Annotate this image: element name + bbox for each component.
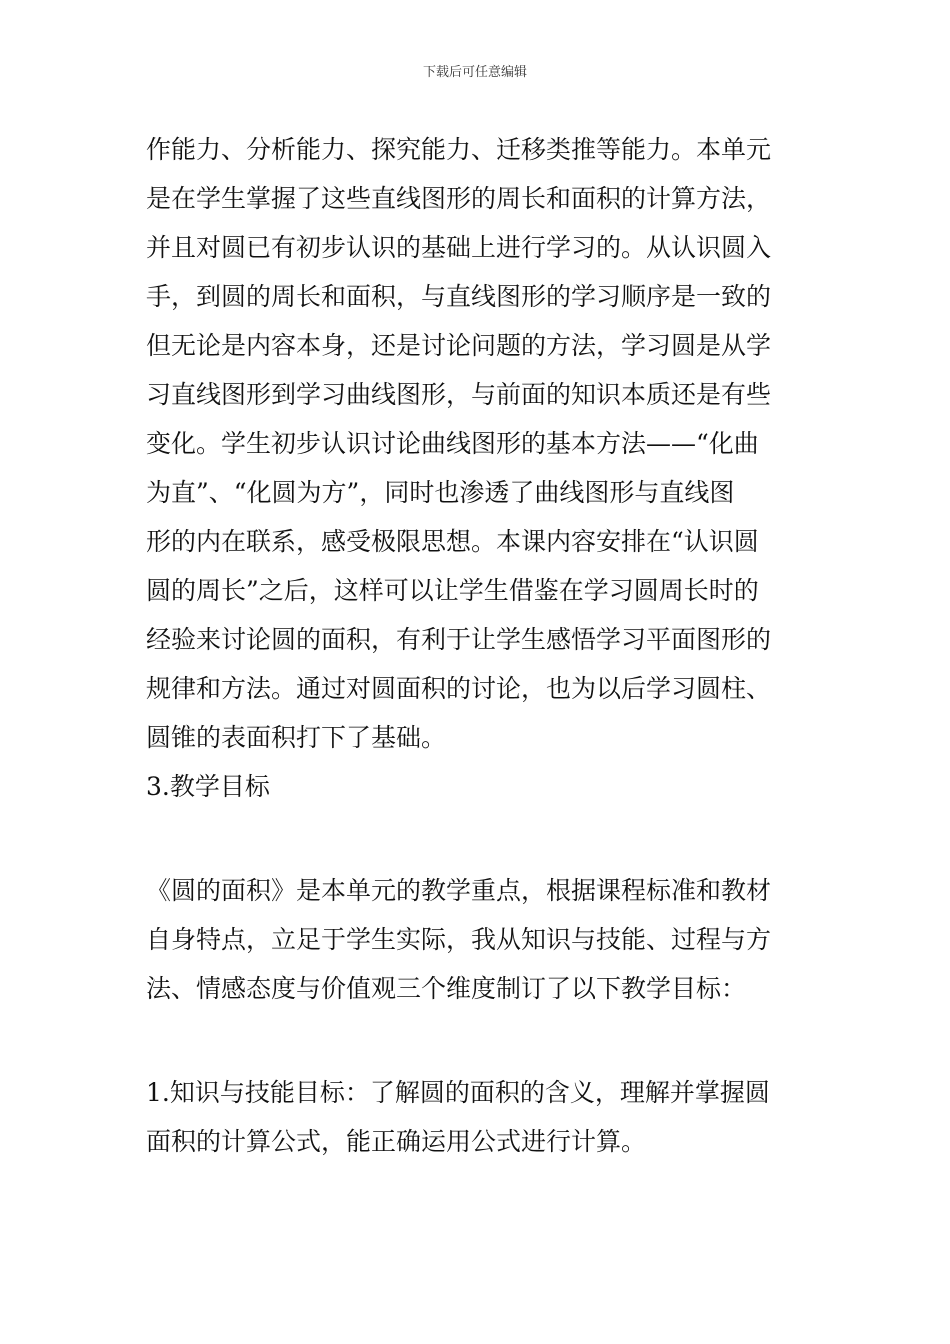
- text-line: 是在学生掌握了这些直线图形的周长和面积的计算方法，: [146, 184, 772, 213]
- paragraph-unit-analysis: [146, 125, 806, 762]
- text-line: 经验来讨论圆的面积，有利于让学生感悟学习平面图形的: [146, 625, 772, 654]
- text-line: 面积的计算公式，能正确运用公式进行计算。: [146, 1127, 647, 1156]
- page-header: 下载后可任意编辑: [422, 65, 527, 80]
- text-line: 为直”、“化圆为方”，同时也渗透了曲线图形与直线图: [146, 478, 735, 507]
- text-line: 但无论是内容本身，还是讨论问题的方法，学习圆是从学: [146, 331, 772, 360]
- paragraph-teaching-goals-intro: [146, 866, 806, 1013]
- text-line: 法、情感态度与价值观三个维度制订了以下教学目标：: [146, 974, 747, 1003]
- section-heading: 3.教学目标: [146, 772, 270, 801]
- text-line: 形的内在联系，感受极限思想。本课内容安排在“认识圆: [146, 527, 759, 556]
- text-line: 1.知识与技能目标：了解圆的面积的含义，理解并掌握圆: [146, 1078, 770, 1107]
- text-line: 《圆的面积》是本单元的教学重点，根据课程标准和教材: [146, 876, 772, 905]
- paragraph-knowledge-skill-goal: [146, 1068, 806, 1166]
- text-line: 圆的周长”之后，这样可以让学生借鉴在学习圆周长时的: [146, 576, 759, 605]
- paragraph-spacer: [146, 811, 806, 866]
- text-line: 圆锥的表面积打下了基础。: [146, 723, 447, 752]
- paragraph-spacer: [146, 1013, 806, 1068]
- text-line: 规律和方法。通过对圆面积的讨论，也为以后学习圆柱、: [146, 674, 772, 703]
- document-body: [146, 125, 806, 1166]
- text-line: 自身特点，立足于学生实际，我从知识与技能、过程与方: [146, 925, 772, 954]
- text-line: 习直线图形到学习曲线图形，与前面的知识本质还是有些: [146, 380, 772, 409]
- text-line: 变化。学生初步认识讨论曲线图形的基本方法——“化曲: [146, 429, 759, 458]
- text-line: 手，到圆的周长和面积，与直线图形的学习顺序是一致的: [146, 282, 772, 311]
- text-line: 并且对圆已有初步认识的基础上进行学习的。从认识圆入: [146, 233, 772, 262]
- text-line: 作能力、分析能力、探究能力、迁移类推等能力。本单元: [146, 135, 772, 164]
